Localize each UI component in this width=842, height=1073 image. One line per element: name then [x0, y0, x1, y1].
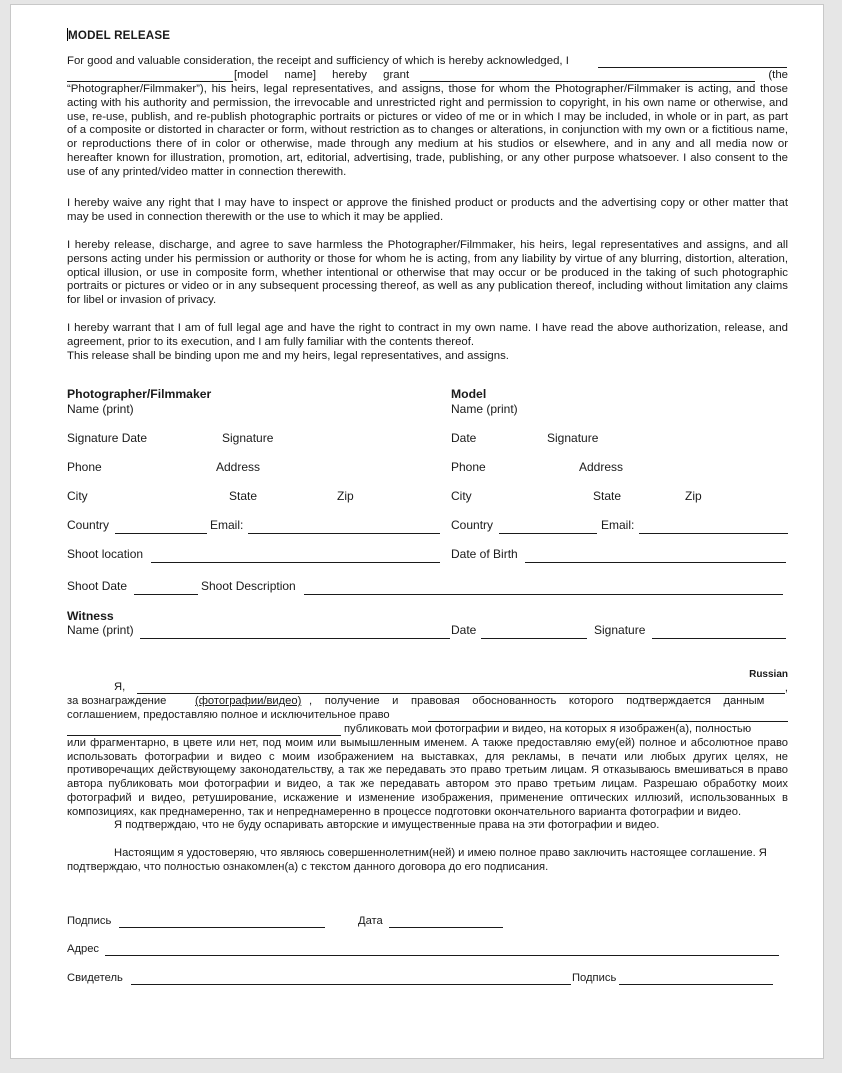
model-heading: Model	[451, 387, 487, 401]
date-of-birth-label: Date of Birth	[451, 547, 518, 561]
model-date-label: Date	[451, 431, 477, 445]
language-tag: Russian	[749, 669, 788, 680]
warrant-paragraph: I hereby warrant that I am of full legal age and have the right to contract in my own name. I have read the above authorization, release, and agreement, prior to its execution, and I am fully familiar with the contents thereof.	[67, 322, 788, 348]
russian-date-field[interactable]	[389, 927, 503, 928]
model-name-print-label: Name (print)	[451, 402, 518, 416]
photographer-signature-label: Signature	[222, 431, 274, 445]
shoot-location-field[interactable]	[151, 562, 440, 563]
model-email-label: Email:	[601, 518, 635, 532]
photographer-name-blank[interactable]	[420, 81, 755, 82]
shoot-date-label: Shoot Date	[67, 579, 128, 593]
the-text: (the	[768, 69, 788, 81]
document-page	[10, 4, 824, 1059]
photographer-zip-label: Zip	[337, 489, 354, 503]
shoot-location-label: Shoot location	[67, 547, 144, 561]
russian-grantee-field-2[interactable]	[67, 735, 341, 736]
witness-signature-label: Signature	[594, 623, 646, 637]
russian-ya-text: Я,	[114, 681, 126, 693]
model-address-label: Address	[579, 460, 624, 474]
russian-grant-text: соглашением, предоставляю полное и исключительное право	[67, 709, 390, 721]
russian-witness-label: Свидетель	[67, 972, 123, 984]
russian-address-label: Адрес	[67, 943, 100, 955]
russian-reward-text-2: , получение и правовая обоснованность которого подтверждается данным	[309, 695, 765, 707]
model-city-label: City	[451, 489, 472, 503]
model-country-label: Country	[451, 518, 494, 532]
date-of-birth-field[interactable]	[525, 562, 786, 563]
model-name-label: [model name] hereby grant	[234, 69, 410, 81]
photographer-signature-date-label: Signature Date	[67, 431, 148, 445]
grant-name-blank-2[interactable]	[67, 81, 233, 82]
photographer-email-label: Email:	[210, 518, 244, 532]
russian-date-label: Дата	[358, 915, 383, 927]
russian-reward-text: за вознаграждение	[67, 695, 167, 707]
russian-witness-signature-label: Подпись	[572, 972, 617, 984]
photographer-country-field[interactable]	[115, 533, 207, 534]
witness-signature-field[interactable]	[652, 638, 786, 639]
shoot-date-field[interactable]	[134, 594, 198, 595]
photographer-state-label: State	[229, 489, 258, 503]
russian-address-field[interactable]	[105, 955, 779, 956]
witness-name-label: Name (print)	[67, 623, 134, 637]
model-signature-label: Signature	[547, 431, 599, 445]
model-state-label: State	[593, 489, 622, 503]
russian-witness-field[interactable]	[131, 984, 571, 985]
photographer-phone-label: Phone	[67, 460, 102, 474]
russian-signature-field[interactable]	[119, 927, 325, 928]
russian-witness-signature-field[interactable]	[619, 984, 773, 985]
model-email-field[interactable]	[639, 533, 788, 534]
model-country-field[interactable]	[499, 533, 597, 534]
release-paragraph: I hereby release, discharge, and agree to save harmless the Photographer/Filmmaker, his heirs, legal representatives and assigns, and all persons acting under his permission or authority or those for whom he is acting, from any liability by virtue of any blurring, distortion, alteration, optical illusion, or use in composite form, whether intentional or otherwise that may occur or be produced in the taking of such photographic portraits or pictures or video or in any subsequent processing thereof, as well as any publication thereof, including without limitation any claims for libel or invasion of privacy.	[67, 239, 788, 307]
grant-paragraph	[67, 55, 788, 180]
russian-grantee-field-1[interactable]	[428, 721, 788, 722]
witness-date-field[interactable]	[481, 638, 587, 639]
russian-photo-video-link: (фотографии/видео)	[195, 695, 302, 707]
photographer-address-label: Address	[216, 460, 261, 474]
grant-intro-text: For good and valuable consideration, the receipt and sufficiency of which is hereby acknowledged, I	[67, 55, 569, 67]
document-title: MODEL RELEASE	[68, 29, 171, 42]
russian-publish-text: публиковать мои фотографии и видео, на которых я изображен(а), полностью	[344, 723, 752, 735]
russian-release-text: Я, , за вознаграждение (фотографии/видео) , получение и правовая обоснованность которого подтверждается данным соглашением, предоставляю полное и исключительное право публиковать мои фотографии и видео, на которых я изображен(а), полностью или фрагментарно, в цвете или нет, под моим или вымышленным именем. А также предоставляю ему(ей) полное и абсолютное право использовать фотографии и видео с моим изображением на выставках, для рекламы, в печати или любых других целях, не противоречащих действующему законодательству, а так же передавать это право третьим лицам. Я отказываюсь вмешиваться в право автора публиковать мои фотографии и видео, а так же передавать автором это право третьим лицам. Разрешаю обработку моих фотографий и видео, ретуширование, искажение и изменение изображения, применение оптических иллюзий, использованных в композициях, как преднамеренно, так и непреднамеренно в процессе подготовки окончательного варианта фотографии и видео. Я подтверждаю, что не буду оспаривать авторские и имущественные права на эти фотографии и видео. Настоящим я удостоверяю, что являюсь совершеннолетним(ней) и имею полное право заключить настоящее соглашение. Я подтверждаю, что полностью ознакомлен(а) с текстом данного договора до его подписания.	[67, 681, 788, 873]
russian-name-field[interactable]	[137, 693, 785, 694]
witness-name-field[interactable]	[140, 638, 450, 639]
grant-body-text: “Photographer/Filmmaker”), his heirs, legal representatives, and assigns, those for whom the Photographer/Filmmaker is acting, and those acting with his authority and permission, the irrevocable and unrestricted right and permission to copyright, in his own name or otherwise, and use, re-use, publish, and re-publish photographic portraits or pictures or video of me or in which I may be included, in whole or in part, as part of a composite or distorted in character or form, without restriction as to changes or alterations, in conjunction with my own or a fictitious name, or reproductions there of in color or otherwise, made through any medium at his studios or elsewhere, and in any and all media now or hereafter known for illustration, promotion, art, editorial, advertising, trade, publishing, or any other purpose whatsoever. I also consent to the use of any printed/video matter in connection therewith.	[67, 83, 788, 178]
witness-date-label: Date	[451, 623, 477, 637]
model-zip-label: Zip	[685, 489, 702, 503]
witness-heading: Witness	[67, 609, 114, 623]
grant-name-blank-1[interactable]	[598, 67, 787, 68]
binding-paragraph: This release shall be binding upon me and my heirs, legal representatives, and assigns.	[67, 350, 509, 362]
photographer-city-label: City	[67, 489, 88, 503]
waive-paragraph: I hereby waive any right that I may have to inspect or approve the finished product or products and the advertising copy or other matter that may be used in connection therewith or the use to which it may be applied.	[67, 197, 788, 223]
model-phone-label: Phone	[451, 460, 486, 474]
russian-signature-label: Подпись	[67, 915, 112, 927]
russian-confirm-text: Я подтверждаю, что не буду оспаривать авторские и имущественные права на эти фотографии и видео.	[114, 819, 660, 832]
russian-certify-text: Настоящим я удостоверяю, что являюсь совершеннолетним(ней) и имею полное право заключить настоящее соглашение. Я подтверждаю, что полностью ознакомлен(а) с текстом данного договора до его подписания.	[67, 846, 767, 873]
photographer-heading: Photographer/Filmmaker	[67, 387, 212, 401]
shoot-description-label: Shoot Description	[201, 579, 296, 593]
shoot-description-field[interactable]	[304, 594, 783, 595]
russian-body-text: или фрагментарно, в цвете или нет, под моим или вымышленным именем. А также предоставляю ему(ей) полное и абсолютное право использовать фотографии и видео с моим изображением на выставках, для рекламы, в печати или любых других целях, не противоречащих действующему законодательству, а так же передавать это право третьим лицам. Я отказываюсь вмешиваться в право автора публиковать мои фотографии и видео, а так же передавать автором это право третьим лицам. Разрешаю обработку моих фотографий и видео, ретуширование, искажение и изменение изображения, применение оптических иллюзий, использованных в композициях, как преднамеренно, так и непреднамеренно в процессе подготовки окончательного варианта фотографии и видео.	[67, 737, 788, 818]
photographer-name-label: Name (print)	[67, 402, 134, 416]
photographer-email-field[interactable]	[248, 533, 440, 534]
photographer-country-label: Country	[67, 518, 110, 532]
